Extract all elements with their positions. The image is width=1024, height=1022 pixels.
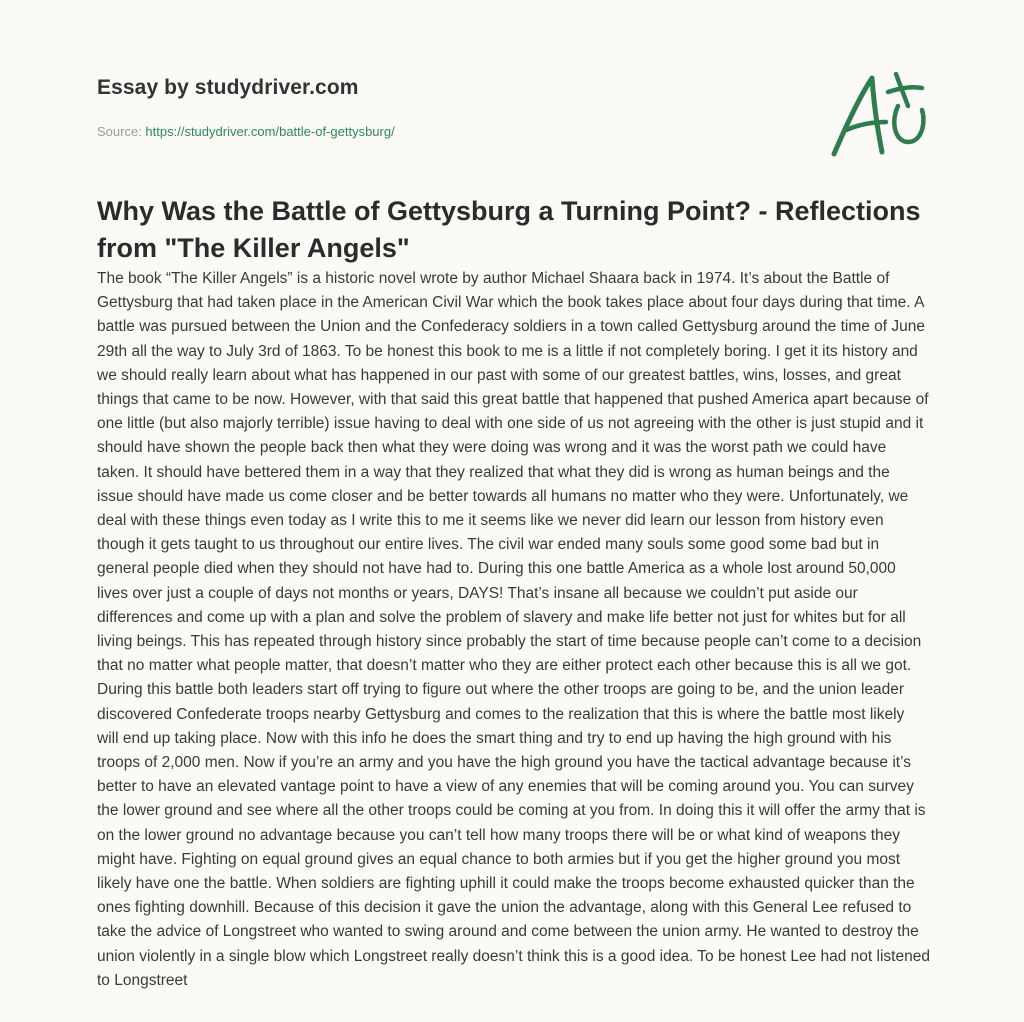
source-line	[97, 124, 395, 139]
a-plus-handwritten-icon	[826, 66, 936, 166]
essay-body: The book “The Killer Angels” is a historic novel wrote by author Michael Shaara back in 1974. It’s about the Battle of Gettysburg that had taken place in the American Civil War which the book takes place about four days during that time. A battle was pursued between the Union and the Confederacy soldiers in a town called Gettysburg around the time of June 29th all the way to July 3rd of 1863. To be honest this book to me is a little if not completely boring. I get it its history and we should really learn about what has happened in our past with some of our greatest battles, wins, losses, and great things that came to be now. However, with that said this great battle that happened that pushed America apart because of one little (but also majorly terrible) issue having to deal with one side of us not agreeing with the other is just stupid and it should have shown the people back then what they were doing was wrong and it was the worst path we could have taken. It should have bettered them in a way that they realized that what they did is wrong as human beings and the issue should have made us come closer and be better towards all humans no matter who they were. Unfortunately, we deal with these things even today as I write this to me it seems like we never did learn our lesson from history even though it gets taught to us throughout our entire lives. The civil war ended many souls some good some bad but in general people died when they should not have had to. During this one battle America as a whole lost around 50,000 lives over just a couple of days not months or years, DAYS! That’s insane all because we couldn’t put aside our differences and come up with a plan and solve the problem of slavery and make life better not just for whites but for all living beings. This has repeated through history since probably the start of time because people can’t come to a decision that no matter what people matter, that doesn’t matter who they are either protect each other because this is all we got. During this battle both leaders start off trying to figure out where the other troops are going to be, and the union leader discovered Confederate troops nearby Gettysburg and comes to the realization that this is where the battle most likely will end up taking place. Now with this info he does the smart thing and try to end up having the high ground with his troops of 2,000 men. Now if you’re an army and you have the high ground you have the tactical advantage because it’s better to have an elevated vantage point to have a view of any enemies that will be coming around you. You can survey the lower ground and see where all the other troops could be coming at you from. In doing this it will offer the army that is on the lower ground no advantage because you can’t tell how many troops there will be or what kind of weapons they might have. Fighting on equal ground gives an equal chance to both armies but if you get the higher ground you most likely have one the battle. When soldiers are fighting uphill it could make the troops become exhausted quicker than the ones fighting downhill. Because of this decision it gave the union the advantage, along with this General Lee refused to take the advice of Longstreet who wanted to swing around and come between the union army. He wanted to destroy the union violently in a single blow which Longstreet really doesn’t think this is a good idea. To be honest Lee had not listened to Longstreet	[97, 270, 930, 989]
source-link[interactable]: https://studydriver.com/battle-of-gettysburg/	[145, 124, 395, 139]
site-brand: Essay by studydriver.com	[97, 76, 359, 99]
source-label: Source:	[97, 124, 146, 139]
essay-title: Why Was the Battle of Gettysburg a Turning Point? - Reflections from "The Killer Angels"	[97, 196, 921, 263]
